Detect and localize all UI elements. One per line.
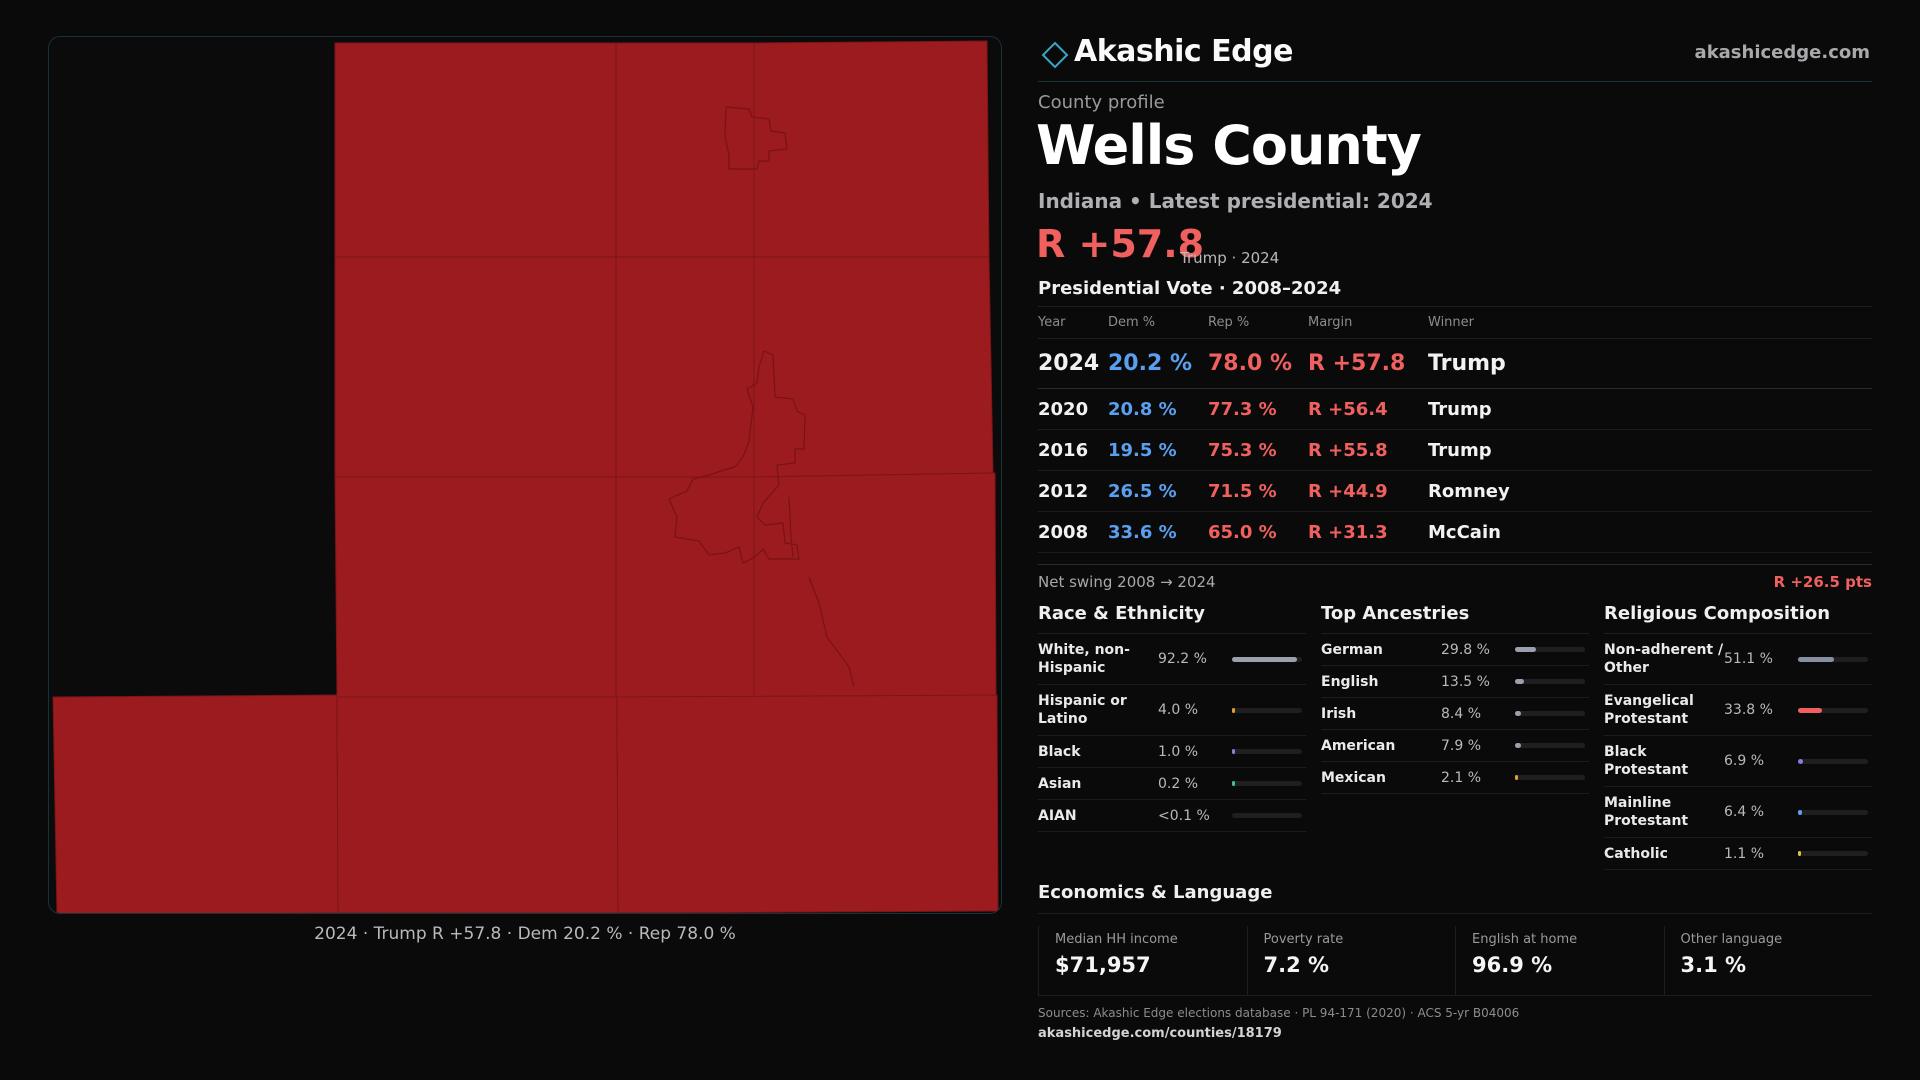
table-row	[1038, 389, 1872, 430]
precinct-shape[interactable]	[337, 697, 618, 913]
precinct-shape[interactable]	[335, 477, 616, 697]
distribution-row	[1604, 634, 1872, 685]
distribution-bar-track	[1798, 851, 1868, 856]
distribution-value: 8.4 %	[1441, 705, 1482, 722]
map-caption: 2024 · Trump R +57.8 · Dem 20.2 % · Rep 78.0 %	[314, 924, 736, 944]
net-swing-row	[1038, 564, 1872, 600]
diamond-logo-icon	[1040, 40, 1070, 70]
column-header-dem: Dem %	[1108, 307, 1208, 339]
distribution-label: Catholic	[1604, 845, 1668, 862]
distribution-value: 29.8 %	[1441, 641, 1490, 658]
cell-dem: 20.8 %	[1108, 389, 1208, 430]
distribution-value: 51.1 %	[1724, 651, 1773, 667]
cell-dem: 20.2 %	[1108, 339, 1208, 389]
table-row	[1038, 430, 1872, 471]
cell-margin: R +57.8	[1308, 339, 1428, 389]
cell-year: 2024	[1038, 339, 1108, 389]
page-title: Wells County	[1036, 114, 1421, 177]
distribution-bar-fill	[1515, 711, 1521, 716]
religion-panel	[1604, 600, 1872, 870]
cell-winner: Trump	[1428, 389, 1872, 430]
distribution-bar-fill	[1798, 657, 1834, 662]
econ-label: Poverty rate	[1263, 932, 1344, 947]
econ-cell-english	[1455, 926, 1664, 995]
econ-value: 96.9 %	[1472, 953, 1553, 977]
distribution-value: <0.1 %	[1158, 807, 1210, 824]
distribution-bar-track	[1798, 657, 1868, 662]
column-header-rep: Rep %	[1208, 307, 1308, 339]
ancestries-title: Top Ancestries	[1321, 600, 1589, 634]
precinct-shape[interactable]	[53, 695, 338, 914]
econ-value: 7.2 %	[1263, 953, 1330, 977]
distribution-bar-track	[1798, 708, 1868, 713]
cell-winner: Romney	[1428, 471, 1872, 512]
econ-cell-income	[1038, 926, 1247, 995]
distribution-bar-fill	[1232, 781, 1235, 786]
econ-label: Median HH income	[1055, 932, 1178, 947]
cell-rep: 71.5 %	[1208, 471, 1308, 512]
distribution-value: 6.9 %	[1724, 753, 1765, 769]
distribution-value: 13.5 %	[1441, 673, 1490, 690]
distribution-bar-track	[1232, 813, 1302, 818]
distribution-row	[1321, 698, 1589, 730]
distribution-bar-track	[1798, 759, 1868, 764]
cell-rep: 75.3 %	[1208, 430, 1308, 471]
distribution-bar-track	[1515, 647, 1585, 652]
econ-cell-other-language	[1664, 926, 1873, 995]
precinct-shape[interactable]	[754, 257, 993, 477]
cell-dem: 19.5 %	[1108, 430, 1208, 471]
cell-winner: Trump	[1428, 339, 1872, 389]
section-eyebrow: County profile	[1038, 92, 1165, 113]
distribution-bar-fill	[1515, 775, 1518, 780]
distribution-value: 92.2 %	[1158, 651, 1207, 667]
distribution-value: 1.0 %	[1158, 743, 1199, 760]
distribution-bar-track	[1515, 711, 1585, 716]
econ-cell-poverty	[1247, 926, 1456, 995]
cell-margin: R +55.8	[1308, 430, 1428, 471]
econ-value: 3.1 %	[1680, 953, 1747, 977]
race-ethnicity-title: Race & Ethnicity	[1038, 600, 1306, 634]
distribution-row	[1321, 634, 1589, 666]
column-header-margin: Margin	[1308, 307, 1428, 339]
cell-rep: 78.0 %	[1208, 339, 1308, 389]
distribution-bar-track	[1515, 775, 1585, 780]
table-row	[1038, 512, 1872, 553]
distribution-bar-track	[1232, 749, 1302, 754]
table-row	[1038, 471, 1872, 512]
distribution-value: 1.1 %	[1724, 845, 1765, 862]
distribution-label: English	[1321, 673, 1379, 690]
distribution-label: Black Protestant	[1604, 744, 1689, 778]
cell-year: 2012	[1038, 471, 1108, 512]
precinct-shape[interactable]	[754, 473, 996, 697]
distribution-row	[1321, 730, 1589, 762]
distribution-bar-track	[1515, 743, 1585, 748]
cell-margin: R +44.9	[1308, 471, 1428, 512]
religion-title: Religious Composition	[1604, 600, 1872, 634]
religion-list	[1604, 634, 1872, 870]
distribution-label: Mainline Protestant	[1604, 795, 1689, 829]
distribution-label: Asian	[1038, 775, 1082, 792]
distribution-value: 0.2 %	[1158, 775, 1199, 792]
cell-dem: 26.5 %	[1108, 471, 1208, 512]
distribution-bar-fill	[1232, 657, 1297, 662]
ancestries-panel	[1321, 600, 1589, 794]
distribution-row	[1321, 762, 1589, 794]
net-swing-label: Net swing 2008 → 2024	[1038, 573, 1216, 591]
cell-year: 2016	[1038, 430, 1108, 471]
column-header-winner: Winner	[1428, 307, 1872, 339]
headline-margin-note: Trump · 2024	[1180, 249, 1280, 267]
distribution-row	[1604, 736, 1872, 787]
distribution-value: 6.4 %	[1724, 804, 1765, 820]
brand-name[interactable]: Akashic Edge	[1074, 34, 1293, 69]
distribution-label: Irish	[1321, 705, 1357, 722]
distribution-label: American	[1321, 737, 1396, 754]
distribution-bar-fill	[1798, 851, 1801, 856]
cell-year: 2008	[1038, 512, 1108, 553]
table-row	[1038, 339, 1872, 389]
econ-label: English at home	[1472, 932, 1578, 947]
distribution-row	[1038, 736, 1306, 768]
distribution-label: White, non-Hispanic	[1038, 642, 1130, 676]
distribution-bar-track	[1232, 657, 1302, 662]
distribution-bar-fill	[1515, 679, 1524, 684]
distribution-row	[1038, 800, 1306, 832]
distribution-label: Evangelical Protestant	[1604, 693, 1694, 727]
distribution-label: Black	[1038, 743, 1081, 760]
distribution-bar-fill	[1798, 759, 1803, 764]
econ-value: $71,957	[1055, 953, 1151, 977]
precinct-shape[interactable]	[616, 43, 754, 257]
distribution-row	[1321, 666, 1589, 698]
distribution-row	[1604, 787, 1872, 838]
distribution-row	[1038, 685, 1306, 736]
economics-grid	[1038, 926, 1872, 996]
vote-table-title: Presidential Vote · 2008–2024	[1038, 278, 1342, 299]
cell-rep: 77.3 %	[1208, 389, 1308, 430]
sources-note: Sources: Akashic Edge elections database · PL 94-171 (2020) · ACS 5-yr B04006	[1038, 1006, 1520, 1020]
distribution-row	[1604, 685, 1872, 736]
precinct-shape[interactable]	[335, 257, 616, 477]
precinct-shape[interactable]	[335, 43, 616, 257]
distribution-bar-fill	[1232, 708, 1235, 713]
distribution-bar-track	[1515, 679, 1585, 684]
distribution-label: German	[1321, 641, 1383, 658]
distribution-bar-track	[1232, 781, 1302, 786]
county-permalink[interactable]: akashicedge.com/counties/18179	[1038, 1026, 1282, 1041]
headline-margin: R +57.8	[1036, 222, 1205, 266]
precinct-map[interactable]	[49, 37, 1002, 914]
precinct-shape[interactable]	[616, 477, 754, 697]
precinct-shape[interactable]	[754, 41, 989, 257]
precinct-shape[interactable]	[616, 257, 754, 477]
cell-margin: R +31.3	[1308, 512, 1428, 553]
distribution-label: AIAN	[1038, 807, 1077, 824]
cell-year: 2020	[1038, 389, 1108, 430]
county-map[interactable]	[48, 36, 1002, 914]
column-header-year: Year	[1038, 307, 1108, 339]
page-subtitle: Indiana • Latest presidential: 2024	[1038, 189, 1433, 213]
econ-label: Other language	[1680, 932, 1783, 947]
distribution-value: 2.1 %	[1441, 769, 1482, 786]
cell-winner: Trump	[1428, 430, 1872, 471]
economics-title: Economics & Language	[1038, 882, 1872, 914]
distribution-value: 7.9 %	[1441, 737, 1482, 754]
presidential-vote-table	[1038, 306, 1872, 553]
distribution-bar-fill	[1798, 810, 1802, 815]
distribution-row	[1038, 634, 1306, 685]
cell-winner: McCain	[1428, 512, 1872, 553]
distribution-bar-track	[1232, 708, 1302, 713]
cell-dem: 33.6 %	[1108, 512, 1208, 553]
distribution-label: Non-adherent / Other	[1604, 642, 1724, 676]
distribution-bar-fill	[1515, 743, 1521, 748]
distribution-bar-fill	[1798, 708, 1822, 713]
cell-margin: R +56.4	[1308, 389, 1428, 430]
race-ethnicity-panel	[1038, 600, 1306, 832]
race-ethnicity-list	[1038, 634, 1306, 832]
distribution-row	[1604, 838, 1872, 870]
distribution-bar-fill	[1232, 749, 1235, 754]
distribution-value: 4.0 %	[1158, 702, 1199, 718]
distribution-bar-track	[1798, 810, 1868, 815]
precinct-shape[interactable]	[617, 695, 998, 913]
site-header	[1038, 30, 1872, 82]
site-url-link[interactable]: akashicedge.com	[1694, 42, 1870, 63]
ancestries-list	[1321, 634, 1589, 794]
cell-rep: 65.0 %	[1208, 512, 1308, 553]
net-swing-value: R +26.5 pts	[1773, 573, 1872, 591]
distribution-value: 33.8 %	[1724, 702, 1773, 718]
distribution-bar-fill	[1515, 647, 1536, 652]
distribution-label: Mexican	[1321, 769, 1386, 786]
distribution-row	[1038, 768, 1306, 800]
table-header-row	[1038, 307, 1872, 339]
distribution-label: Hispanic or Latino	[1038, 693, 1127, 727]
